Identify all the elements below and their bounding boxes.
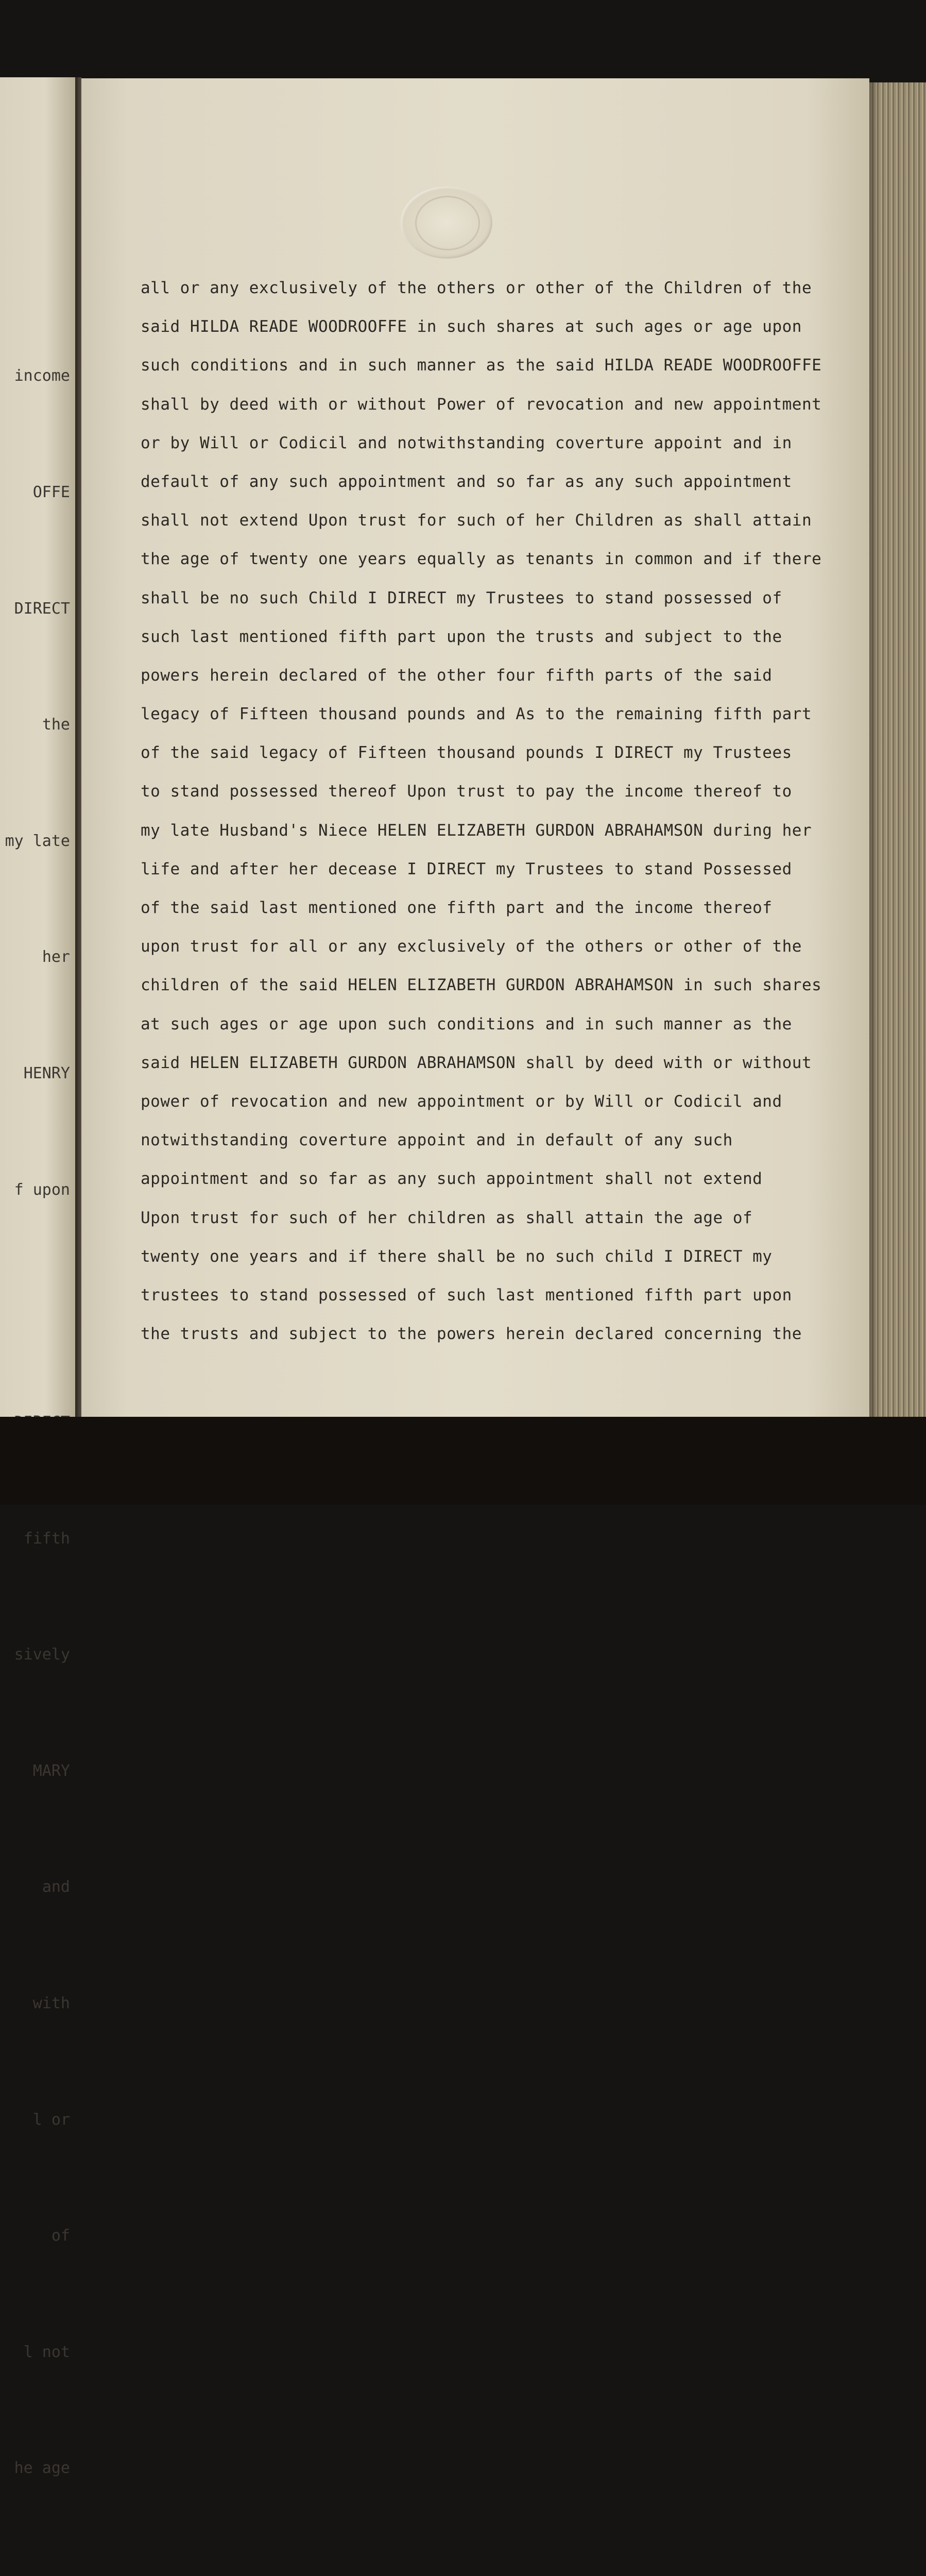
text-line: shall not extend Upon trust for such of her Children as shall attain (141, 511, 812, 530)
prev-fragment: sively (14, 1646, 70, 1664)
text-line: notwithstanding coverture appoint and in default of any such (141, 1131, 733, 1150)
seal-crest-icon (415, 196, 480, 250)
text-line: upon trust for all or any exclusively of the others or other of the (141, 937, 802, 956)
prev-fragment (5, 1286, 70, 1325)
prev-fragment: DIRECT (14, 599, 70, 618)
prev-fragment: her (42, 948, 70, 967)
text-line: legacy of Fifteen thousand pounds and As to the remaining fifth part (141, 705, 812, 724)
text-line: all or any exclusively of the others or other of the Children of the (141, 279, 812, 297)
typed-text (141, 269, 872, 1353)
prev-fragment: MARY (32, 1761, 70, 1780)
prev-fragment: income (14, 367, 70, 385)
prev-fragment: with (32, 1994, 70, 2012)
text-line: of the said last mentioned one fifth part and the income thereof (141, 899, 773, 917)
text-line: the trusts and subject to the powers herein declared concerning the (141, 1325, 802, 1344)
prev-fragment: l not (23, 2343, 70, 2361)
prev-fragment: the (42, 716, 70, 734)
text-line: to stand possessed thereof Upon trust to pay the income thereof to (141, 782, 792, 801)
bottom-background (0, 1417, 926, 1505)
text-line: trustees to stand possessed of such last mentioned fifth part upon (141, 1285, 792, 1304)
prev-fragment: my late (5, 832, 70, 850)
prev-fragment: OFFE (32, 483, 70, 502)
text-line: twenty one years and if there shall be no such child I DIRECT my (141, 1247, 773, 1266)
text-line: power of revocation and new appointment or by Will or Codicil and (141, 1092, 782, 1111)
prev-fragment: and (42, 1878, 70, 1896)
embossed-seal (401, 187, 492, 259)
text-line: said HILDA READE WOODROOFFE in such shares at such ages or age upon (141, 317, 802, 336)
previous-page (0, 77, 75, 2478)
text-line: or by Will or Codicil and notwithstanding coverture appoint and in (141, 433, 792, 452)
text-line: of the said legacy of Fifteen thousand pounds I DIRECT my Trustees (141, 743, 792, 762)
text-line: appointment and so far as any such appointment shall not extend (141, 1170, 763, 1189)
text-line: Upon trust for such of her children as shall attain the age of (141, 1208, 753, 1227)
text-line: such last mentioned fifth part upon the trusts and subject to the (141, 627, 782, 646)
prev-fragment: f upon (14, 1180, 70, 1199)
text-line: children of the said HELEN ELIZABETH GURDON ABRAHAMSON in such shares (141, 976, 822, 995)
text-line: shall by deed with or without Power of revocation and new appointment (141, 395, 822, 414)
prev-fragment (5, 2565, 70, 2576)
text-line: life and after her decease I DIRECT my Trustees to stand Possessed (141, 859, 792, 878)
prev-fragment: HENRY (23, 1064, 70, 1083)
text-line: my late Husband's Niece HELEN ELIZABETH GURDON ABRAHAMSON during her (141, 821, 812, 840)
prev-fragment: fifth (23, 1529, 70, 1548)
text-line: such conditions and in such manner as the said HILDA READE WOODROOFFE (141, 356, 822, 375)
document-page (81, 78, 869, 1417)
text-line: the age of twenty one years equally as tenants in common and if there (141, 550, 822, 569)
prev-fragment: he age (14, 2459, 70, 2478)
text-line: powers herein declared of the other four fifth parts of the said (141, 666, 773, 685)
text-line: said HELEN ELIZABETH GURDON ABRAHAMSON shall by deed with or without (141, 1053, 812, 1072)
prev-fragment: l or (32, 2110, 70, 2129)
text-line: default of any such appointment and so far as any such appointment (141, 472, 792, 491)
book-gutter (75, 77, 81, 1417)
text-line: at such ages or age upon such conditions and in such manner as the (141, 1014, 792, 1033)
text-line: shall be no such Child I DIRECT my Trustees to stand possessed of (141, 588, 782, 607)
page-edge-shadow (869, 82, 879, 1417)
prev-fragment: of (51, 2227, 70, 2245)
